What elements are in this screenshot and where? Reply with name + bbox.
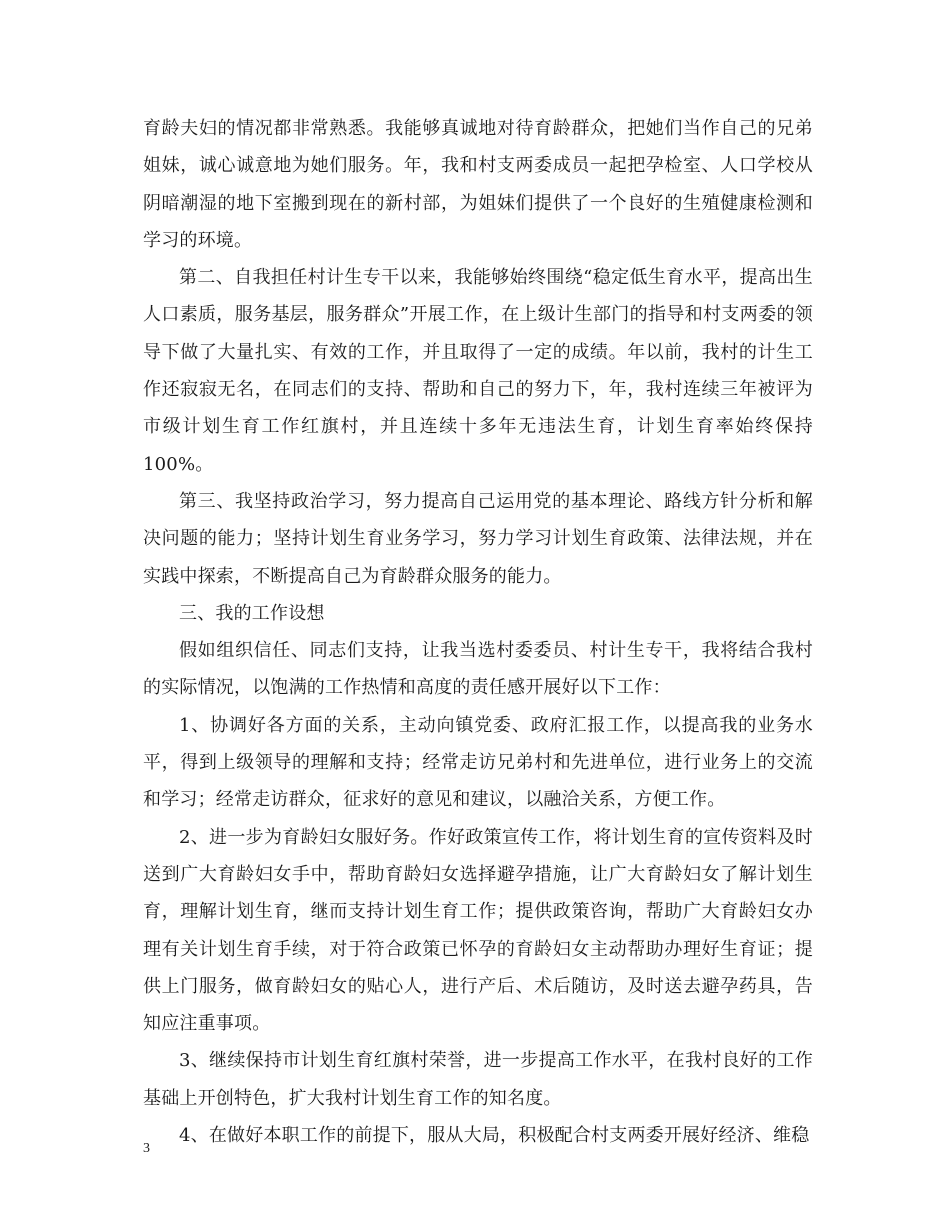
paragraph-plan-item-1: 1、协调好各方面的关系，主动向镇党委、政府汇报工作，以提高我的业务水平，得到上级领导的理解和支持；经常走访兄弟村和先进单位，进行业务上的交流和学习；经常走访群众，征求好的意见和建议，以融洽关系，方便工作。 bbox=[143, 714, 813, 811]
paragraph-third-point: 第三、我坚持政治学习，努力提高自己运用党的基本理论、路线方针分析和解决问题的能力；坚持计划生育业务学习，努力学习计划生育政策、法律法规，并在实践中探索，不断提高自己为育龄群众服务的能力。 bbox=[143, 490, 813, 587]
paragraph-plan-item-4: 4、在做好本职工作的前提下，服从大局，积极配合村支两委开展好经济、维稳 bbox=[179, 1125, 810, 1147]
paragraph-work-plan-intro: 假如组织信任、同志们支持，让我当选村委委员、村计生专干，我将结合我村的实际情况，以饱满的工作热情和高度的责任感开展好以下工作： bbox=[143, 640, 813, 699]
page-number: 3 bbox=[143, 1141, 150, 1156]
document-body bbox=[143, 110, 813, 1154]
paragraph-plan-item-3: 3、继续保持市计划生育红旗村荣誉，进一步提高工作水平，在我村良好的工作基础上开创特色，扩大我村计划生育工作的知名度。 bbox=[143, 1050, 813, 1109]
paragraph-continuation: 育龄夫妇的情况都非常熟悉。我能够真诚地对待育龄群众，把她们当作自己的兄弟姐妹，诚心诚意地为她们服务。年，我和村支两委成员一起把孕检室、人口学校从阴暗潮湿的地下室搬到现在的新村部，为姐妹们提供了一个良好的生殖健康检测和学习的环境。 bbox=[143, 118, 813, 251]
section-heading-work-plan: 三、我的工作设想 bbox=[179, 602, 325, 624]
paragraph-second-point: 第二、自我担任村计生专干以来，我能够始终围绕“稳定低生育水平，提高出生人口素质，服务基层，服务群众”开展工作，在上级计生部门的指导和村支两委的领导下做了大量扎实、有效的工作，并且取得了一定的成绩。年以前，我村的计生工作还寂寂无名，在同志们的支持、帮助和自己的努力下，年，我村连续三年被评为市级计划生育工作红旗村，并且连续十多年无违法生育，计划生育率始终保持100%。 bbox=[143, 267, 813, 475]
paragraph-plan-item-2: 2、进一步为育龄妇女服好务。作好政策宣传工作，将计划生育的宣传资料及时送到广大育龄妇女手中，帮助育龄妇女选择避孕措施，让广大育龄妇女了解计划生育，理解计划生育，继而支持计划生育工作；提供政策咨询，帮助广大育龄妇女办理有关计划生育手续，对于符合政策已怀孕的育龄妇女主动帮助办理好生育证；提供上门服务，做育龄妇女的贴心人，进行产后、术后随访，及时送去避孕药具，告知应注重事项。 bbox=[143, 826, 813, 1035]
